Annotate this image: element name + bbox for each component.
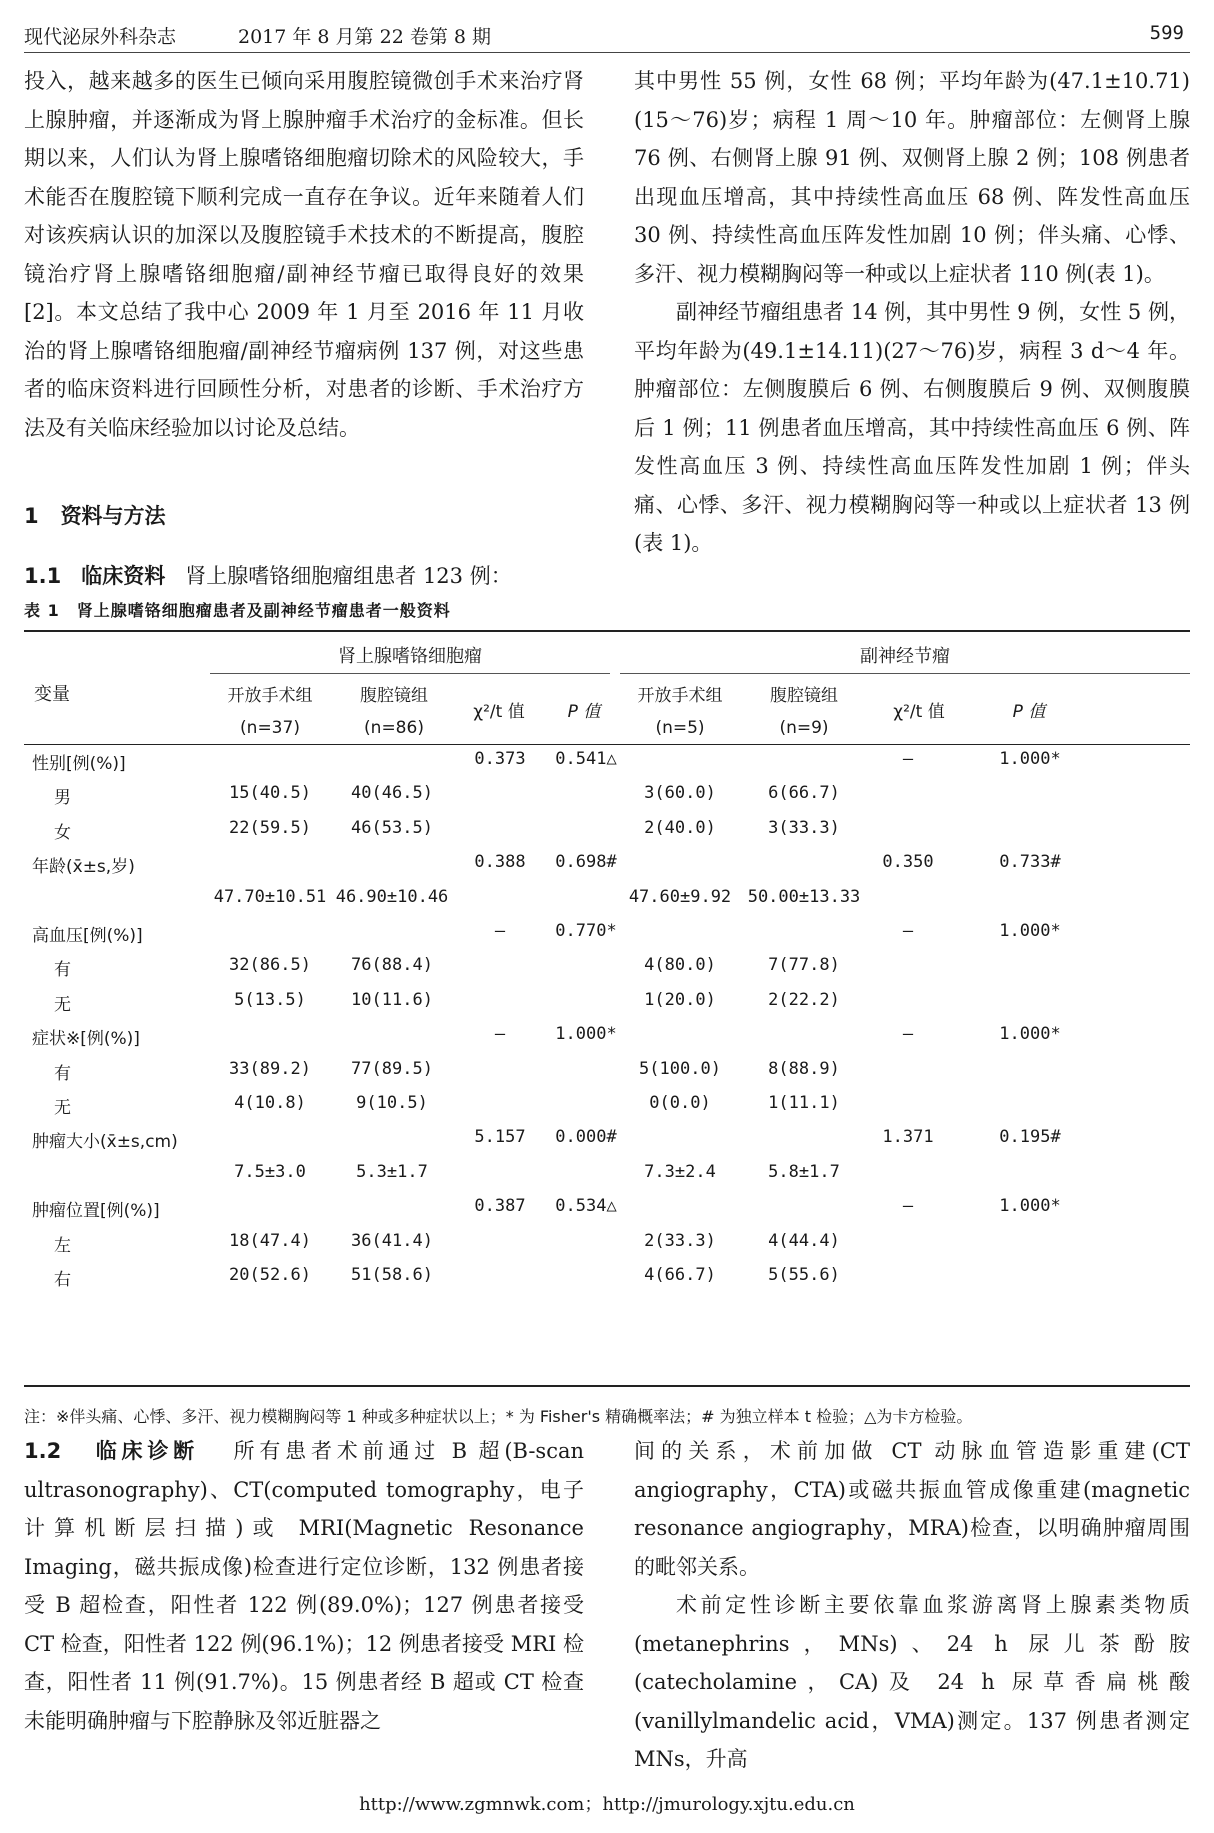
table-cell: 5(13.5) <box>234 989 306 1010</box>
row-label: 高血压[例(%)] <box>32 926 143 946</box>
table-cell: 4(44.4) <box>768 1230 840 1251</box>
table-cell: 77(89.5) <box>351 1058 433 1079</box>
lap-label: 腹腔镜组 <box>360 686 428 706</box>
group-header-para: 副神经节瘤 <box>860 646 950 667</box>
table-note: 注：※伴头痛、心悸、多汗、视力模糊胸闷等 1 种或多种症状以上；* 为 Fisher's 精确概率法；# 为独立样本 t 检验；△为卡方检验。 <box>24 1407 973 1426</box>
table-cell: 5(55.6) <box>768 1265 840 1285</box>
stat-header-pheo: χ²/t 值 <box>473 702 525 722</box>
subheader-lap-para <box>744 680 864 744</box>
table-cell: 6(66.7) <box>768 783 840 804</box>
table-cell: 1.000* <box>999 1196 1061 1217</box>
row-label: 右 <box>54 1270 71 1290</box>
subheader-open-pheo <box>210 680 330 744</box>
table-cell: 9(10.5) <box>356 1093 428 1113</box>
open-label: 开放手术组 <box>227 686 313 706</box>
table-cell: 20(52.6) <box>229 1265 311 1285</box>
pheo-paragraph: 其中男性 55 例，女性 68 例；平均年龄为(47.1±10.71)(15～76)岁；病程 1 周～10 年。肿瘤部位：左侧肾上腺 76 例、右侧肾上腺 91 例、双侧肾上腺 2 例；108 例患者出现血压增高，其中持续性高血压 68 例、阵发性高血压 30 例、持续性高血压阵发性加剧 10 例；伴头痛、心悸、多汗、视力模糊胸闷等一种或以上症状者 110 例(表 1)。 <box>634 69 1190 286</box>
table-cell: 4(10.8) <box>234 1093 306 1113</box>
group-rule-pheo <box>210 673 610 674</box>
table-cell: 0.541△ <box>555 749 617 769</box>
table-cell: 5.8±1.7 <box>768 1161 840 1182</box>
table-cell: 1.000* <box>555 1024 617 1045</box>
table-cell: 32(86.5) <box>229 955 311 976</box>
row-label: 有 <box>54 960 71 981</box>
table-cell: 0.195# <box>999 1127 1061 1148</box>
subsection-title: 临床资料 <box>81 564 166 588</box>
table-cell: 1.371 <box>882 1127 934 1148</box>
section-number: 1 <box>24 504 39 528</box>
right-column-top <box>634 62 1190 563</box>
subsection-title: 临床诊断 <box>95 1439 199 1463</box>
table-cell: — <box>494 921 506 941</box>
table-cell: 0.534△ <box>555 1196 617 1217</box>
table-cell: 10(11.6) <box>351 989 433 1010</box>
row-label: 男 <box>54 788 71 809</box>
row-label: 无 <box>54 1098 71 1118</box>
section-heading <box>24 500 166 530</box>
stat-header-para: χ²/t 值 <box>893 702 945 722</box>
n-lap-para: (n=9) <box>779 718 829 738</box>
row-label: 有 <box>54 1063 71 1084</box>
open-label: 开放手术组 <box>637 686 723 706</box>
group-header-pheo: 肾上腺嗜铬细胞瘤 <box>338 646 482 667</box>
table-cell: 47.70±10.51 <box>213 886 327 907</box>
table-cell: 46.90±10.46 <box>335 886 449 907</box>
table-cell: — <box>902 1196 914 1217</box>
subsection-number: 1.1 <box>24 564 62 588</box>
intro-paragraph: 投入，越来越多的医生已倾向采用腹腔镜微创手术来治疗肾上腺肿瘤，并逐渐成为肾上腺肿瘤手术治疗的金标准。但长期以来，人们认为肾上腺嗜铬细胞瘤切除术的风险较大，手术能否在腹腔镜下顺利完成一直存在争议。近年来随着人们对该疾病认识的加深以及腹腔镜手术技术的不断提高，腹腔镜治疗肾上腺嗜铬细胞瘤/副神经节瘤已取得良好的效果[2]。本文总结了我中心 2009 年 1 月至 2016 年 11 月收治的肾上腺嗜铬细胞瘤/副神经节瘤病例 137 例，对这些患者的临床资料进行回顾性分析，对患者的诊断、手术治疗方法及有关临床经验加以讨论及总结。 <box>24 69 584 440</box>
table-cell: 1(20.0) <box>644 989 716 1010</box>
right-column-bottom <box>634 1432 1190 1779</box>
row-label: 无 <box>54 994 71 1015</box>
subsection-lead: 肾上腺嗜铬细胞瘤组患者 123 例： <box>185 564 512 588</box>
table-cell: 1.000* <box>999 921 1061 941</box>
table-cell: 40(46.5) <box>351 783 433 804</box>
table-cell: 76(88.4) <box>351 955 433 976</box>
table-cell: 0.388 <box>474 852 526 873</box>
row-label: 症状※[例(%)] <box>32 1029 140 1050</box>
lap-label: 腹腔镜组 <box>770 686 838 706</box>
row-label: 年龄(x̄±s,岁) <box>32 857 135 878</box>
left-column-top <box>24 62 584 447</box>
qualitative-paragraph: 术前定性诊断主要依靠血浆游离肾上腺素类物质(metanephrins，MNs)、24 h 尿儿茶酚胺(catecholamine，CA)及 24 h 尿草香扁桃酸(vanillylmandelic acid，VMA)测定。137 例患者测定 MNs，升高 <box>634 1593 1190 1771</box>
table-cell: 15(40.5) <box>229 783 311 804</box>
table-cell: 51(58.6) <box>351 1265 433 1285</box>
page-number: 599 <box>1149 22 1184 44</box>
subheader-lap-pheo <box>334 680 454 744</box>
table-cell: 47.60±9.92 <box>628 886 732 907</box>
table-cell: 7(77.8) <box>768 955 840 976</box>
table-cell: 0.350 <box>882 852 934 873</box>
header-rule <box>24 52 1190 53</box>
subsection-number: 1.2 <box>24 1439 62 1463</box>
table-cell: 2(22.2) <box>768 989 840 1010</box>
header-bottom-rule <box>24 744 1190 745</box>
table-cell: 8(88.9) <box>768 1058 840 1079</box>
row-label: 左 <box>54 1235 71 1256</box>
table-cell: 5(100.0) <box>639 1058 721 1079</box>
row-label: 女 <box>54 822 71 843</box>
subsection-1-1 <box>24 560 584 590</box>
table-cell: 0.000# <box>555 1127 617 1148</box>
journal-name: 现代泌尿外科杂志 <box>24 26 177 48</box>
table-cell: — <box>902 1024 914 1045</box>
table-cell: 0.733# <box>999 852 1061 873</box>
p-header-pheo: P 值 <box>567 702 601 722</box>
variable-header: 变量 <box>34 684 70 705</box>
table-cell: 4(80.0) <box>644 955 716 976</box>
row-label: 性别[例(%)] <box>32 754 126 774</box>
table-cell: 0.770* <box>555 921 617 941</box>
table-cell: 1.000* <box>999 749 1061 769</box>
table-cell: 5.3±1.7 <box>356 1161 428 1182</box>
table-cell: 5.157 <box>474 1127 526 1148</box>
table-cell: — <box>494 1024 506 1045</box>
issue-info: 2017 年 8 月第 22 卷第 8 期 <box>238 26 491 48</box>
subheader-open-para <box>620 680 740 744</box>
n-open-pheo: (n=37) <box>240 718 300 738</box>
table-cell: 2(33.3) <box>644 1230 716 1251</box>
group-rule-para <box>620 673 1190 674</box>
diagnosis-paragraph: 所有患者术前通过 B 超(B-scan ultrasonography)、CT(computed tomography，电子计算机断层扫描)或 MRI(Magnetic Resonance Imaging，磁共振成像)检查进行定位诊断，132 例患者接受 B 超检查，阳性者 122 例(89.0%)；127 例患者接受 CT 检查，阳性者 122 例(96.1%)；12 例患者接受 MRI 检查，阳性者 11 例(91.7%)。15 例患者经 B 超或 CT 检查未能明确肿瘤与下腔静脉及邻近脏器之 <box>24 1439 585 1733</box>
table-cell: 1.000* <box>999 1024 1061 1045</box>
p-header-para: P 值 <box>1012 702 1046 722</box>
table-cell: 3(33.3) <box>768 817 840 838</box>
table-cell: — <box>902 921 914 941</box>
table-cell: 0.373 <box>474 749 526 769</box>
table-cell: 36(41.4) <box>351 1230 433 1251</box>
table-cell: 7.3±2.4 <box>644 1161 716 1182</box>
table-cell: 22(59.5) <box>229 817 311 838</box>
data-table <box>24 628 1190 1388</box>
table-cell: 1(11.1) <box>768 1093 840 1113</box>
table-cell: 2(40.0) <box>644 817 716 838</box>
table-cell: 4(66.7) <box>644 1265 716 1285</box>
section-title: 资料与方法 <box>60 504 166 528</box>
table-cell: 0.698# <box>555 852 617 873</box>
table-cell: 33(89.2) <box>229 1058 311 1079</box>
imaging-paragraph: 间的关系，术前加做 CT 动脉血管造影重建(CT angiography，CTA)或磁共振血管成像重建(magnetic resonance angiography，MRA)检查，以明确肿瘤周围的毗邻关系。 <box>634 1439 1190 1579</box>
table-cell: 3(60.0) <box>644 783 716 804</box>
table-cell: 0.387 <box>474 1196 526 1217</box>
table-caption: 表 1 肾上腺嗜铬细胞瘤患者及副神经节瘤患者一般资料 <box>24 601 451 620</box>
row-label: 肿瘤位置[例(%)] <box>32 1201 160 1222</box>
para-paragraph: 副神经节瘤组患者 14 例，其中男性 9 例，女性 5 例，平均年龄为(49.1±14.11)(27～76)岁，病程 3 d～4 年。肿瘤部位：左侧腹膜后 6 例、右侧腹膜后 9 例、双侧腹膜后 1 例；11 例患者血压增高，其中持续性高血压 6 例、阵发性高血压 3 例、持续性高血压阵发性加剧 1 例；伴头痛、心悸、多汗、视力模糊胸闷等一种或以上症状者 13 例(表 1)。 <box>634 300 1190 555</box>
table-cell: 0(0.0) <box>649 1093 711 1113</box>
table-cell: 18(47.4) <box>229 1230 311 1251</box>
table-bottom-rule <box>24 1385 1190 1387</box>
table-cell: — <box>902 749 914 769</box>
row-label: 肿瘤大小(x̄±s,cm) <box>32 1132 178 1153</box>
n-open-para: (n=5) <box>655 718 705 738</box>
footer-urls: http://www.zgmnwk.com；http://jmurology.xjtu.edu.cn <box>359 1794 855 1815</box>
table-cell: 7.5±3.0 <box>234 1161 306 1182</box>
left-column-bottom <box>24 1432 584 1740</box>
n-lap-pheo: (n=86) <box>364 718 424 738</box>
table-cell: 50.00±13.33 <box>747 886 861 907</box>
table-cell: 46(53.5) <box>351 817 433 838</box>
running-header <box>24 22 1184 52</box>
